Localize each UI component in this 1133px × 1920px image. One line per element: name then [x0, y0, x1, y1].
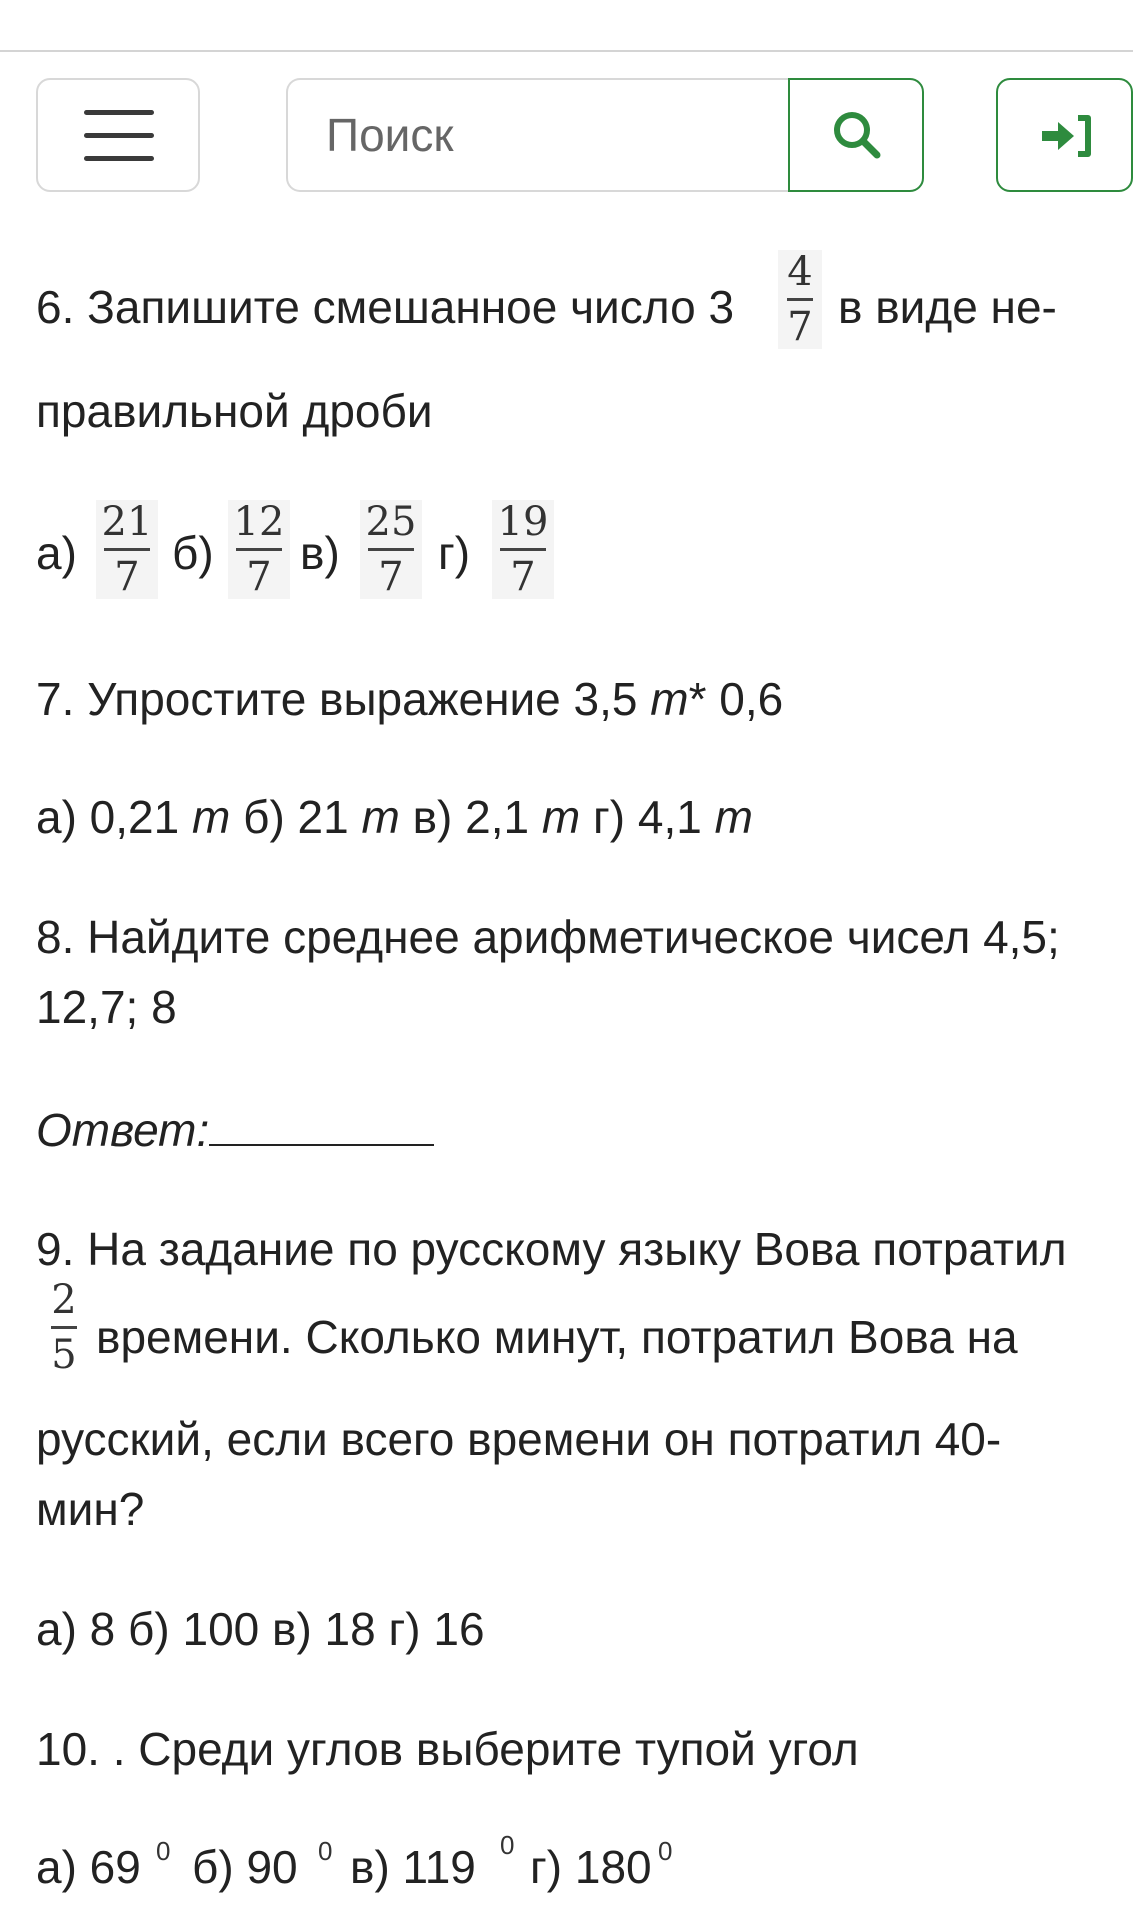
q9-options: а) 8 б) 100 в) 18 г) 16 — [36, 1603, 485, 1655]
search-button[interactable] — [788, 78, 924, 192]
q6-opt-b-denominator: 7 — [246, 554, 272, 600]
q6-opt-d-label: г) — [438, 527, 471, 579]
q6-opt-c-label: в) — [300, 527, 340, 579]
q8-answer — [36, 1100, 434, 1157]
q8-line1: 8. Найдите среднее арифметическое чисел 4,5; — [36, 911, 1060, 963]
q6-line2: правильной дроби — [36, 385, 433, 437]
q6-opt-b-numerator: 12 — [233, 499, 285, 545]
q10-opt-d-degree: 0 — [658, 1836, 673, 1866]
q6-opt-a-denominator: 7 — [114, 554, 140, 600]
q8-answer-blank[interactable] — [209, 1100, 434, 1146]
q7-opt-b: б) 21 — [230, 791, 362, 843]
hamburger-icon-bar-middle — [84, 133, 154, 138]
q6-opt-c-numerator: 25 — [365, 499, 417, 545]
q6-opt-d-fraction — [492, 500, 554, 599]
q9-fraction — [44, 1278, 84, 1377]
q7-opt-b-var: т — [361, 791, 400, 843]
q6-line1-pre: 6. Запишите смешанное число 3 — [36, 281, 735, 333]
q9-fraction-denominator: 5 — [51, 1332, 77, 1378]
q6-opt-a-fraction — [96, 500, 158, 599]
q9-fraction-numerator: 2 — [51, 1277, 77, 1323]
login-icon — [1038, 114, 1094, 158]
q6-opt-b-label: б) — [172, 527, 214, 579]
q7-prompt — [36, 672, 783, 726]
hamburger-icon — [84, 110, 154, 115]
q7-var: т — [650, 673, 689, 725]
q6-opt-b-fraction — [228, 500, 290, 599]
q7-prompt-post: * 0,6 — [688, 673, 784, 725]
q6-line1-post: в виде не- — [838, 281, 1057, 333]
q6-mixed-numerator: 4 — [787, 249, 813, 295]
q10-opt-d: г) 180 — [530, 1841, 652, 1893]
q10-opt-a: а) 69 — [36, 1841, 141, 1893]
q10-opt-b: б) 90 — [192, 1841, 298, 1893]
q7-opt-c-var: т — [541, 791, 581, 843]
search-bar — [286, 78, 924, 192]
q6-opt-d-numerator: 19 — [497, 499, 549, 545]
q6-mixed-denominator: 7 — [787, 304, 813, 350]
q10-prompt: 10. . Среди углов выберите тупой угол — [36, 1723, 859, 1775]
q7-opt-c: в) 2,1 — [399, 791, 542, 843]
q6-opt-d-denominator: 7 — [510, 554, 536, 600]
q10-opt-c: в) 119 — [350, 1841, 476, 1893]
q7-prompt-pre: 7. Упростите выражение 3,5 — [36, 673, 651, 725]
q6-opt-a-label: а) — [36, 527, 77, 579]
q7-opt-a: а) 0,21 — [36, 791, 192, 843]
q10-opt-c-degree: 0 — [500, 1830, 515, 1860]
q9-line1: 9. На задание по русскому языку Вова потратил — [36, 1223, 1067, 1275]
login-button[interactable] — [996, 78, 1133, 192]
q6-opt-c-fraction — [360, 500, 422, 599]
q8-line2: 12,7; 8 — [36, 981, 177, 1033]
q7-opt-d: г) 4,1 — [580, 791, 715, 843]
q9-line2: времени. Сколько минут, потратил Вова на — [96, 1311, 1018, 1363]
top-divider — [0, 50, 1133, 52]
q6-mixed-fraction — [778, 250, 822, 349]
q9-line3: русский, если всего времени он потратил 40- — [36, 1413, 1002, 1465]
q9-line4: мин? — [36, 1483, 145, 1535]
q10-opt-b-degree: 0 — [318, 1836, 333, 1866]
hamburger-icon-bar-bottom — [84, 156, 154, 161]
q7-opt-a-var: т — [192, 791, 231, 843]
q6-line1 — [36, 280, 734, 334]
search-icon — [830, 108, 884, 162]
q6-opt-a-numerator: 21 — [101, 499, 153, 545]
menu-button[interactable] — [36, 78, 200, 192]
q7-opt-d-var: т — [714, 791, 753, 843]
q6-opt-c-denominator: 7 — [378, 554, 404, 600]
search-input[interactable] — [286, 78, 790, 192]
q8-answer-label: Ответ: — [36, 1104, 210, 1156]
q10-opt-a-degree: 0 — [156, 1836, 171, 1866]
q7-options — [36, 790, 753, 844]
